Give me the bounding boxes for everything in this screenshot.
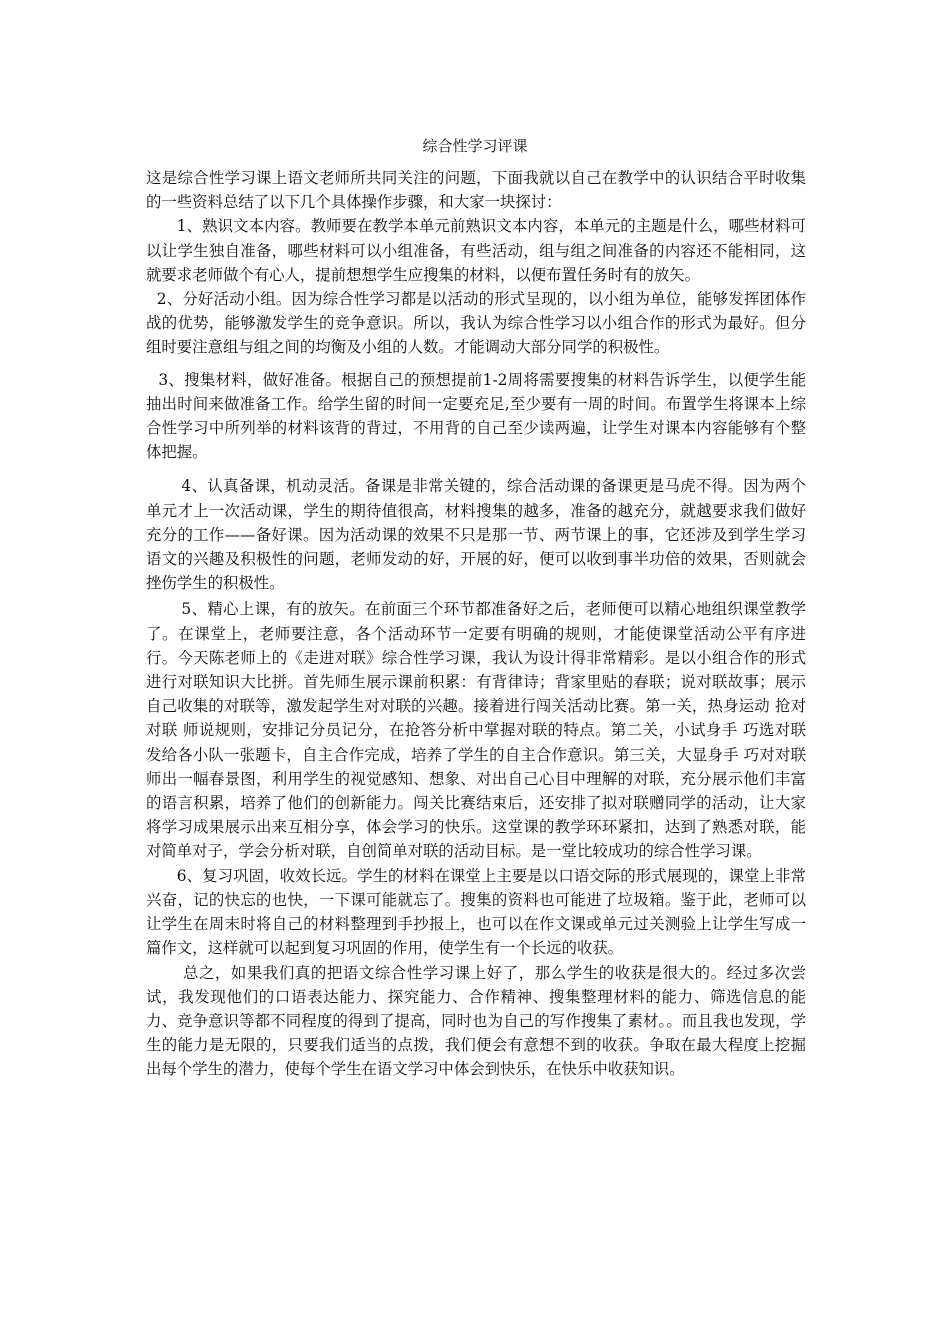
document-body [146,162,806,1082]
document-title: 综合性学习评课 [422,137,528,155]
paragraph-step-3: 3、搜集材料，做好准备。根据自己的预想提前1-2周将需要搜集的材料告诉学生，以便学生能抽出时间来做准备工作。给学生留的时间一定要充足,至少要有一周的时间。布置学生将课本上综合性学习中所列举的材料该背的背过，不用背的自己至少读两遍，让学生对课本内容能够有个整体把握。 [146,370,806,462]
paragraph-step-2: 2、分好活动小组。因为综合性学习都是以活动的形式呈现的，以小组为单位，能够发挥团体作战的优势，能够激发学生的竞争意识。所以，我认为综合性学习以小组合作的形式为最好。但分组时要注意组与组之间的均衡及小组的人数。才能调动大部分同学的积极性。 [146,290,806,357]
paragraph-step-5: 5、精心上课，有的放矢。在前面三个环节都准备好之后，老师便可以精心地组织课堂教学了。在课堂上，老师要注意，各个活动环节一定要有明确的规则，才能使课堂活动公平有序进行。今天陈老师上的《走进对联》综合性学习课，我认为设计得非常精彩。是以小组合作的形式进行对联知识大比拼。首先师生展示课前积累：有背律诗；背家里贴的春联；说对联故事；展示自己收集的对联等，激发起学生对对联的兴趣。接着进行闯关活动比赛。第一关，热身运动 抢对对联 师说规则，安排记分员记分，在抢答分析中掌握对联的特点。第二关，小试身手 巧选对联 发给各小队一张题卡，自主合作完成，培养了学生的自主合作意识。第三关，大显身手 巧对对联 师出一幅春景图，利用学生的视觉感知、想象、对出自己心目中理解的对联，充分展示他们丰富的语言积累，培养了他们的创新能力。闯关比赛结束后，还安排了拟对联赠同学的活动，让大家将学习成果展示出来互相分享，体会学习的快乐。这堂课的教学环环紧扣，达到了熟悉对联，能对简单对子，学会分析对联，自创简单对联的活动目标。是一堂比较成功的综合性学习课。 [146,600,806,861]
paragraph-step-1: 1、熟识文本内容。教师要在教学本单元前熟识文本内容，本单元的主题是什么，哪些材料可以让学生独自准备，哪些材料可以小组准备，有些活动，组与组之间准备的内容还不能相同，这就要求老师做个有心人，提前想想学生应搜集的材料，以便布置任务时有的放矢。 [146,217,806,284]
conclusion-paragraph: 总之，如果我们真的把语文综合性学习课上好了，那么学生的收获是很大的。经过多次尝试，我发现他们的口语表达能力、探究能力、合作精神、搜集整理材料的能力、筛选信息的能力、竞争意识等都不同程度的得到了提高，同时也为自己的写作搜集了素材。。而且我也发现，学生的能力是无限的，只要我们适当的点拨，我们便会有意想不到的收获。争取在最大程度上挖掘出每个学生的潜力，使每个学生在语文学习中体会到快乐，在快乐中收获知识。 [146,963,806,1079]
paragraph-step-6: 6、复习巩固，收效长远。学生的材料在课堂上主要是以口语交际的形式展现的，课堂上非常兴奋，记的快忘的也快，一下课可能就忘了。搜集的资料也可能进了垃圾箱。鉴于此，老师可以让学生在周末时将自己的材料整理到手抄报上，也可以在作文课或单元过关测验上让学生写成一篇作文，这样就可以起到复习巩固的作用，使学生有一个长远的收获。 [146,866,806,958]
intro-paragraph: 这是综合性学习课上语文老师所共同关注的问题，下面我就以自己在教学中的认识结合平时收集的一些资料总结了以下几个具体操作步骤，和大家一块探讨： [146,169,806,212]
paragraph-step-4: 4、认真备课，机动灵活。备课是非常关键的，综合活动课的备课更是马虎不得。因为两个单元才上一次活动课，学生的期待值很高，材料搜集的越多，准备的越充分，就越要求我们做好充分的工作——备好课。因为活动课的效果不只是那一节、两节课上的事，它还涉及到学生学习语文的兴趣及积极性的问题，老师发动的好，开展的好，便可以收到事半功倍的效果，否则就会挫伤学生的积极性。 [146,477,806,593]
